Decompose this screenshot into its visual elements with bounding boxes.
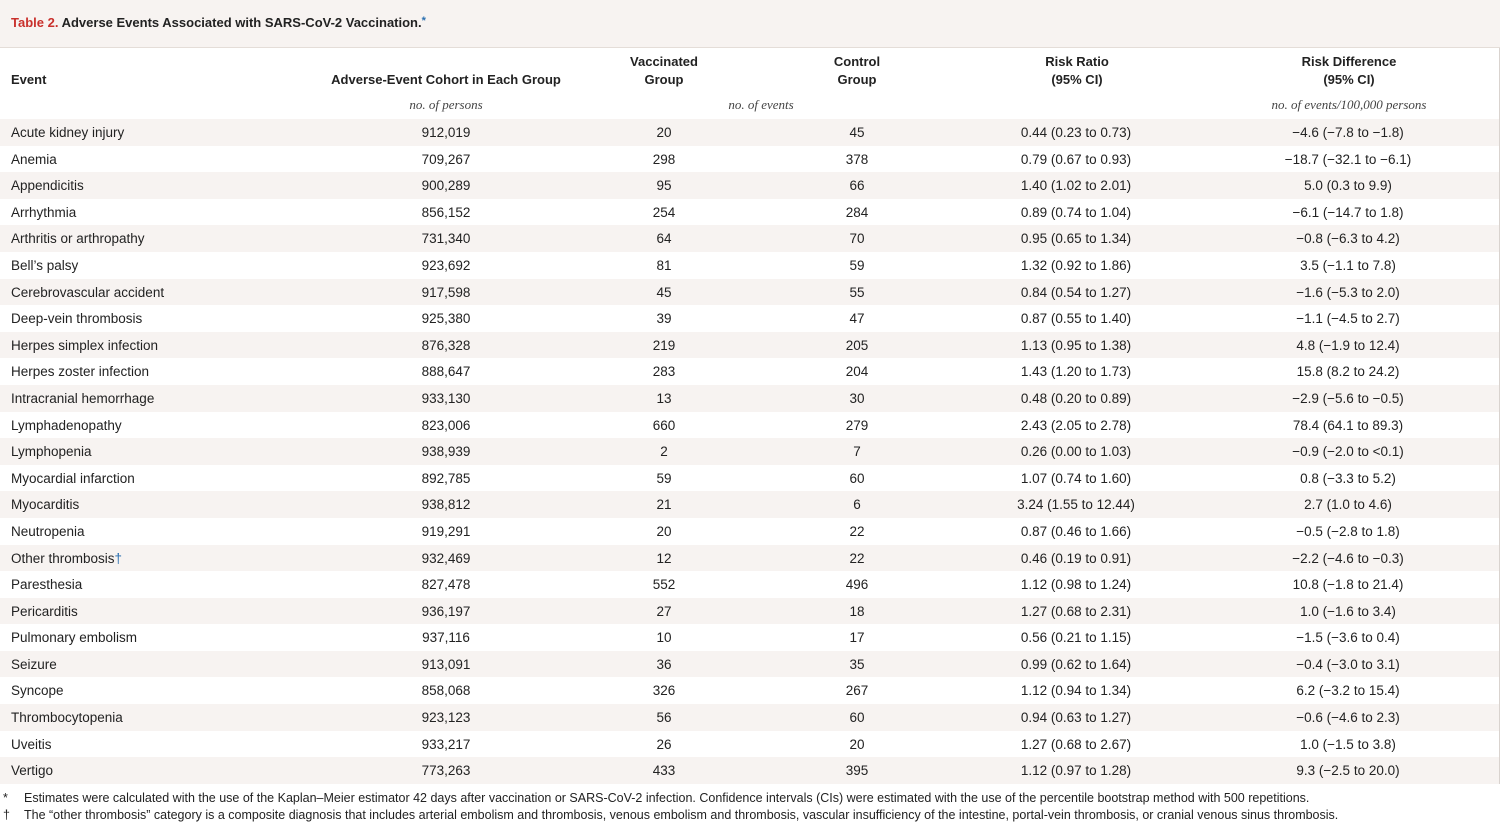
cohort-cell: 731,340 <box>421 231 471 247</box>
risk-ratio-cell: 1.43 (1.20 to 1.73) <box>1020 364 1132 380</box>
footnote-symbol: † <box>3 808 10 822</box>
table-row <box>0 252 1499 279</box>
table-row <box>0 199 1499 226</box>
risk-difference-cell: −18.7 (−32.1 to −6.1) <box>1284 151 1412 167</box>
event-cell: Bell’s palsy <box>11 257 79 273</box>
table-row <box>0 491 1499 518</box>
control-cell: 22 <box>849 550 865 566</box>
cohort-cell: 856,152 <box>421 204 471 220</box>
cohort-cell: 773,263 <box>421 763 471 779</box>
header-control: Control Group <box>833 54 881 87</box>
event-cell: Lymphadenopathy <box>11 417 122 433</box>
unit-persons: no. of persons <box>409 97 483 112</box>
risk-ratio-cell: 0.87 (0.46 to 1.66) <box>1020 523 1132 539</box>
cohort-cell: 933,217 <box>421 736 471 752</box>
event-cell: Anemia <box>11 151 57 167</box>
control-cell: 395 <box>845 763 869 779</box>
event-cell: Neutropenia <box>11 523 85 539</box>
cohort-cell: 938,812 <box>421 497 471 513</box>
risk-ratio-cell: 0.84 (0.54 to 1.27) <box>1020 284 1132 300</box>
control-cell: 378 <box>845 151 869 167</box>
risk-difference-cell: 1.0 (−1.6 to 3.4) <box>1300 603 1396 619</box>
table-title-bar <box>0 0 1500 48</box>
table-row <box>0 598 1499 625</box>
risk-difference-cell: 1.0 (−1.5 to 3.8) <box>1300 736 1396 752</box>
control-cell: 60 <box>849 710 865 726</box>
event-cell: Myocardial infarction <box>11 470 135 486</box>
cohort-cell: 888,647 <box>421 364 471 380</box>
header-event: Event <box>11 72 47 87</box>
vaccinated-cell: 13 <box>656 390 672 406</box>
cohort-cell: 892,785 <box>421 470 471 486</box>
risk-difference-cell: 0.8 (−3.3 to 5.2) <box>1300 470 1396 486</box>
table-row <box>0 225 1499 252</box>
control-cell: 267 <box>845 683 869 699</box>
cohort-cell: 858,068 <box>421 683 471 699</box>
risk-ratio-cell: 0.46 (0.19 to 0.91) <box>1020 550 1132 566</box>
vaccinated-cell: 433 <box>652 763 676 779</box>
vaccinated-cell: 26 <box>656 736 672 752</box>
table-body <box>0 119 1499 784</box>
vaccinated-cell: 27 <box>656 603 672 619</box>
cohort-cell: 925,380 <box>421 311 471 327</box>
cohort-cell: 913,091 <box>421 656 471 672</box>
table-row <box>0 305 1499 332</box>
risk-ratio-cell: 1.27 (0.68 to 2.31) <box>1020 603 1132 619</box>
table-row <box>0 518 1499 545</box>
vaccinated-cell: 20 <box>656 523 672 539</box>
table-row <box>0 651 1499 678</box>
vaccinated-cell: 81 <box>656 257 672 273</box>
risk-ratio-cell: 0.99 (0.62 to 1.64) <box>1020 656 1132 672</box>
table-row <box>0 172 1499 199</box>
dagger-footnote-mark[interactable]: † <box>114 550 123 566</box>
control-cell: 55 <box>849 284 865 300</box>
footnote-text: The “other thrombosis” category is a composite diagnosis that includes arterial embolism and thrombosis, venous embolism and thrombosis, vascular insufficiency of the intestine, portal-vein thrombosis, or cranial venous sinus thrombosis. <box>24 808 1339 822</box>
cohort-cell: 938,939 <box>421 444 471 460</box>
table-row <box>0 545 1499 572</box>
event-cell: Herpes simplex infection <box>11 337 159 353</box>
control-cell: 59 <box>849 257 865 273</box>
vaccinated-cell: 21 <box>656 497 672 513</box>
control-cell: 20 <box>849 736 865 752</box>
vaccinated-cell: 95 <box>656 178 672 194</box>
risk-difference-cell: 5.0 (0.3 to 9.9) <box>1304 178 1392 194</box>
risk-ratio-cell: 0.79 (0.67 to 0.93) <box>1020 151 1132 167</box>
title-footnote-mark[interactable]: * <box>421 15 426 27</box>
risk-difference-cell: 3.5 (−1.1 to 7.8) <box>1300 257 1396 273</box>
cohort-cell: 937,116 <box>422 630 470 646</box>
risk-difference-cell: 6.2 (−3.2 to 15.4) <box>1296 683 1400 699</box>
risk-difference-cell: −6.1 (−14.7 to 1.8) <box>1292 204 1404 220</box>
control-cell: 60 <box>849 470 865 486</box>
table-label: Table 2. <box>11 15 59 30</box>
risk-difference-cell: −0.4 (−3.0 to 3.1) <box>1296 656 1400 672</box>
footnote <box>0 791 1500 808</box>
risk-ratio-cell: 0.26 (0.00 to 1.03) <box>1020 444 1132 460</box>
control-cell: 17 <box>849 630 865 646</box>
table-row <box>0 412 1499 439</box>
table-title <box>11 15 426 30</box>
header-vaccinated: Vaccinated Group <box>630 54 698 87</box>
risk-ratio-cell: 2.43 (2.05 to 2.78) <box>1020 417 1132 433</box>
event-cell: Thrombocytopenia <box>11 710 123 726</box>
risk-difference-cell: −0.5 (−2.8 to 1.8) <box>1296 523 1400 539</box>
vaccinated-cell: 56 <box>656 710 672 726</box>
vaccinated-cell: 59 <box>656 470 672 486</box>
cohort-cell: 932,469 <box>421 550 471 566</box>
control-cell: 70 <box>849 231 865 247</box>
footnote-symbol: * <box>3 791 8 805</box>
table-row <box>0 146 1499 173</box>
table-row <box>0 279 1499 306</box>
risk-ratio-cell: 1.32 (0.92 to 1.86) <box>1020 257 1132 273</box>
unit-events: no. of events <box>728 97 794 112</box>
risk-difference-cell: 78.4 (64.1 to 89.3) <box>1292 417 1404 433</box>
control-cell: 205 <box>845 337 869 353</box>
vaccinated-cell: 12 <box>656 550 672 566</box>
cohort-cell: 923,692 <box>421 257 471 273</box>
table-row <box>0 119 1499 146</box>
event-cell: Acute kidney injury <box>11 125 125 140</box>
control-cell: 18 <box>849 603 865 619</box>
control-cell: 45 <box>849 125 865 140</box>
event-cell: Deep-vein thrombosis <box>11 311 143 327</box>
risk-ratio-cell: 0.89 (0.74 to 1.04) <box>1020 204 1132 220</box>
risk-difference-cell: −4.6 (−7.8 to −1.8) <box>1292 125 1404 140</box>
event-cell: Lymphopenia <box>11 444 92 460</box>
event-cell: Pulmonary embolism <box>11 630 138 646</box>
footnote-text: Estimates were calculated with the use of the Kaplan–Meier estimator 42 days after vaccination or SARS-CoV-2 infection. Confidence intervals (CIs) were estimated with the use of the percentile bootstrap method with 500 repetitions. <box>24 791 1310 805</box>
control-cell: 496 <box>845 577 869 593</box>
control-cell: 47 <box>849 311 865 327</box>
risk-ratio-cell: 1.07 (0.74 to 1.60) <box>1020 470 1132 486</box>
table-row <box>0 332 1499 359</box>
risk-ratio-cell: 0.95 (0.65 to 1.34) <box>1020 231 1132 247</box>
risk-difference-cell: 10.8 (−1.8 to 21.4) <box>1292 577 1404 593</box>
risk-difference-cell: −2.2 (−4.6 to −0.3) <box>1292 550 1404 566</box>
risk-ratio-cell: 1.13 (0.95 to 1.38) <box>1020 337 1132 353</box>
event-cell: Arthritis or arthropathy <box>11 231 145 247</box>
header-risk-ratio: Risk Ratio (95% CI) <box>1045 54 1109 87</box>
risk-difference-cell: 9.3 (−2.5 to 20.0) <box>1296 763 1400 779</box>
cohort-cell: 823,006 <box>421 417 471 433</box>
vaccinated-cell: 254 <box>652 204 676 220</box>
risk-ratio-cell: 1.12 (0.94 to 1.34) <box>1020 683 1132 699</box>
control-cell: 7 <box>853 444 861 460</box>
table-row <box>0 358 1499 385</box>
risk-difference-cell: −0.6 (−4.6 to 2.3) <box>1296 710 1400 726</box>
vaccinated-cell: 219 <box>652 337 676 353</box>
control-cell: 6 <box>853 497 861 513</box>
vaccinated-cell: 64 <box>656 231 672 247</box>
table-row <box>0 704 1499 731</box>
vaccinated-cell: 283 <box>652 364 676 380</box>
risk-difference-cell: −1.1 (−4.5 to 2.7) <box>1296 311 1400 327</box>
vaccinated-cell: 39 <box>656 311 672 327</box>
cohort-cell: 923,123 <box>421 710 471 726</box>
control-cell: 279 <box>845 417 869 433</box>
header-cohort: Adverse-Event Cohort in Each Group <box>331 72 561 87</box>
risk-ratio-cell: 0.87 (0.55 to 1.40) <box>1020 311 1132 327</box>
risk-ratio-cell: 1.40 (1.02 to 2.01) <box>1020 178 1132 194</box>
event-cell: Paresthesia <box>11 577 83 593</box>
risk-difference-cell: −2.9 (−5.6 to −0.5) <box>1292 390 1404 406</box>
risk-ratio-cell: 1.12 (0.98 to 1.24) <box>1020 577 1132 593</box>
event-cell: Intracranial hemorrhage <box>11 390 155 406</box>
control-cell: 284 <box>845 204 869 220</box>
risk-ratio-cell: 0.94 (0.63 to 1.27) <box>1020 710 1132 726</box>
control-cell: 35 <box>849 656 865 672</box>
cohort-cell: 827,478 <box>421 577 471 593</box>
risk-ratio-cell: 1.12 (0.97 to 1.28) <box>1020 763 1132 779</box>
cohort-cell: 936,197 <box>421 603 471 619</box>
event-cell: Other thrombosis† <box>11 550 123 566</box>
event-cell: Vertigo <box>11 763 54 779</box>
event-cell: Myocarditis <box>11 497 80 513</box>
control-cell: 30 <box>849 390 865 406</box>
table-row <box>0 465 1499 492</box>
table-row <box>0 571 1499 598</box>
table-row <box>0 677 1499 704</box>
cohort-cell: 933,130 <box>421 390 471 406</box>
cohort-cell: 900,289 <box>421 178 471 194</box>
table-row <box>0 438 1499 465</box>
table-row <box>0 624 1499 651</box>
vaccinated-cell: 36 <box>656 656 672 672</box>
risk-ratio-cell: 3.24 (1.55 to 12.44) <box>1017 497 1135 513</box>
event-cell: Appendicitis <box>11 178 84 194</box>
risk-ratio-cell: 0.48 (0.20 to 0.89) <box>1020 390 1132 406</box>
vaccinated-cell: 10 <box>656 630 672 646</box>
risk-difference-cell: 15.8 (8.2 to 24.2) <box>1296 364 1400 380</box>
risk-ratio-cell: 0.56 (0.21 to 1.15) <box>1020 630 1132 646</box>
unit-difference: no. of events/100,000 persons <box>1271 97 1427 112</box>
risk-difference-cell: −0.9 (−2.0 to <0.1) <box>1292 444 1404 460</box>
risk-ratio-cell: 0.44 (0.23 to 0.73) <box>1020 125 1132 140</box>
vaccinated-cell: 298 <box>652 151 676 167</box>
vaccinated-cell: 20 <box>656 125 672 140</box>
cohort-cell: 919,291 <box>421 523 471 539</box>
footnote <box>0 808 1500 824</box>
control-cell: 66 <box>849 178 865 194</box>
cohort-cell: 917,598 <box>421 284 471 300</box>
control-cell: 22 <box>849 523 865 539</box>
event-cell: Cerebrovascular accident <box>11 284 165 300</box>
event-cell: Pericarditis <box>11 603 78 619</box>
event-cell: Arrhythmia <box>11 204 77 220</box>
event-cell: Syncope <box>11 683 64 699</box>
event-cell: Uveitis <box>11 736 52 752</box>
vaccinated-cell: 660 <box>652 417 676 433</box>
vaccinated-cell: 552 <box>652 577 676 593</box>
risk-difference-cell: 2.7 (1.0 to 4.6) <box>1304 497 1392 513</box>
vaccinated-cell: 2 <box>660 444 668 460</box>
event-cell: Herpes zoster infection <box>11 364 150 380</box>
risk-difference-cell: 4.8 (−1.9 to 12.4) <box>1296 337 1400 353</box>
cohort-cell: 876,328 <box>421 337 471 353</box>
table-row <box>0 731 1499 758</box>
table-row <box>0 385 1499 412</box>
header-risk-difference: Risk Difference (95% CI) <box>1301 54 1397 87</box>
risk-difference-cell: −1.6 (−5.3 to 2.0) <box>1296 284 1400 300</box>
footnotes <box>0 791 1500 824</box>
table-row <box>0 757 1499 784</box>
vaccinated-cell: 45 <box>656 284 672 300</box>
table-title-text: Adverse Events Associated with SARS-CoV-2 Vaccination. <box>61 15 422 30</box>
vaccinated-cell: 326 <box>652 683 676 699</box>
control-cell: 204 <box>845 364 869 380</box>
risk-ratio-cell: 1.27 (0.68 to 2.67) <box>1020 736 1132 752</box>
cohort-cell: 912,019 <box>421 125 471 140</box>
risk-difference-cell: −0.8 (−6.3 to 4.2) <box>1296 231 1400 247</box>
risk-difference-cell: −1.5 (−3.6 to 0.4) <box>1296 630 1400 646</box>
cohort-cell: 709,267 <box>421 151 471 167</box>
event-cell: Seizure <box>11 656 57 672</box>
